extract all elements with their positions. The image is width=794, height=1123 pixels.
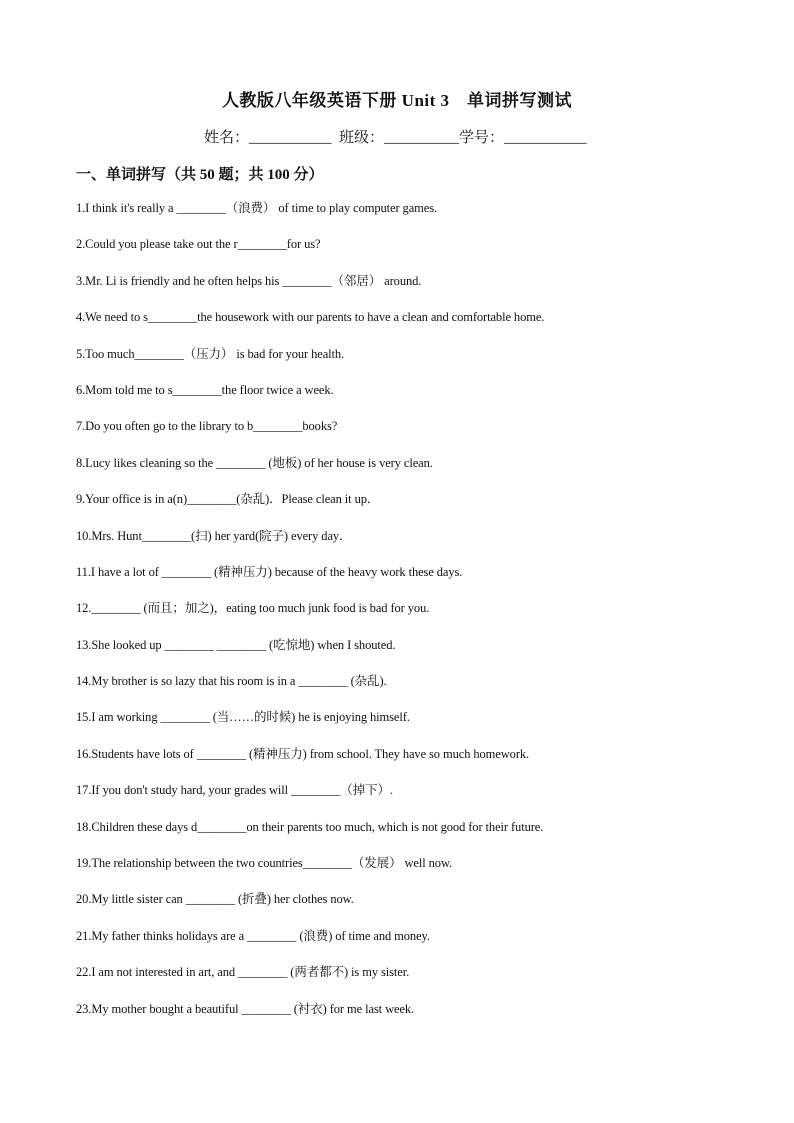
section-heading: 一、单词拼写（共 50 题；共 100 分） <box>76 167 324 183</box>
question-item: 8.Lucy likes cleaning so the ________ (地板) of her house is very clean. <box>76 455 433 470</box>
question-item: 19.The relationship between the two countries________（发展） well now. <box>76 856 453 871</box>
name-blank[interactable]: ___________ <box>249 130 332 146</box>
question-item: 11.I have a lot of ________ (精神压力) because of the heavy work these days. <box>76 564 463 579</box>
question-item: 16.Students have lots of ________ (精神压力) from school. They have so much homework. <box>76 746 530 761</box>
question-list <box>76 199 726 1036</box>
question-item: 7.Do you often go to the library to b________books? <box>76 419 338 434</box>
question-item: 15.I am working ________ (当……的时候) he is enjoying himself. <box>76 710 410 725</box>
student-id-label: 学号： <box>459 130 505 146</box>
class-label: 班级： <box>339 130 385 146</box>
student-info-line <box>204 126 587 147</box>
question-item: 5.Too much________（压力） is bad for your health. <box>76 346 345 361</box>
question-item: 17.If you don't study hard, your grades will ________（掉下）. <box>76 783 393 798</box>
question-item: 20.My little sister can ________ (折叠) her clothes now. <box>76 892 354 907</box>
question-item: 6.Mom told me to s________the floor twice a week. <box>76 382 334 397</box>
question-item: 12.________ (而且；加之)，eating too much junk food is bad for you. <box>76 601 430 616</box>
question-item: 10.Mrs. Hunt________(扫) her yard(院子) every day． <box>76 528 352 543</box>
class-blank[interactable]: __________ <box>384 130 460 146</box>
name-label: 姓名： <box>204 130 250 146</box>
question-item: 14.My brother is so lazy that his room is in a ________ (杂乱). <box>76 674 387 689</box>
question-item: 3.Mr. Li is friendly and he often helps his ________（邻居） around. <box>76 273 422 288</box>
question-item: 22.I am not interested in art, and ________ (两者都不) is my sister. <box>76 965 410 980</box>
question-item: 23.My mother bought a beautiful ________ (衬衣) for me last week. <box>76 1001 415 1016</box>
question-item: 2.Could you please take out the r________for us? <box>76 237 321 252</box>
question-item: 4.We need to s________the housework with our parents to have a clean and comfortable home. <box>76 310 545 325</box>
question-item: 18.Children these days d________on their parents too much, which is not good for their future. <box>76 819 544 834</box>
question-item: 13.She looked up ________ ________ (吃惊地) when I shouted. <box>76 637 396 652</box>
question-item: 1.I think it's really a ________（浪费） of time to play computer games. <box>76 201 438 215</box>
question-item: 9.Your office is in a(n)________(杂乱)．Please clean it up． <box>76 492 380 507</box>
question-item: 21.My father thinks holidays are a ________ (浪费) of time and money. <box>76 928 430 943</box>
page-title: 人教版八年级英语下册 Unit 3 单词拼写测试 <box>221 91 573 110</box>
student-id-blank[interactable]: ___________ <box>504 130 587 146</box>
